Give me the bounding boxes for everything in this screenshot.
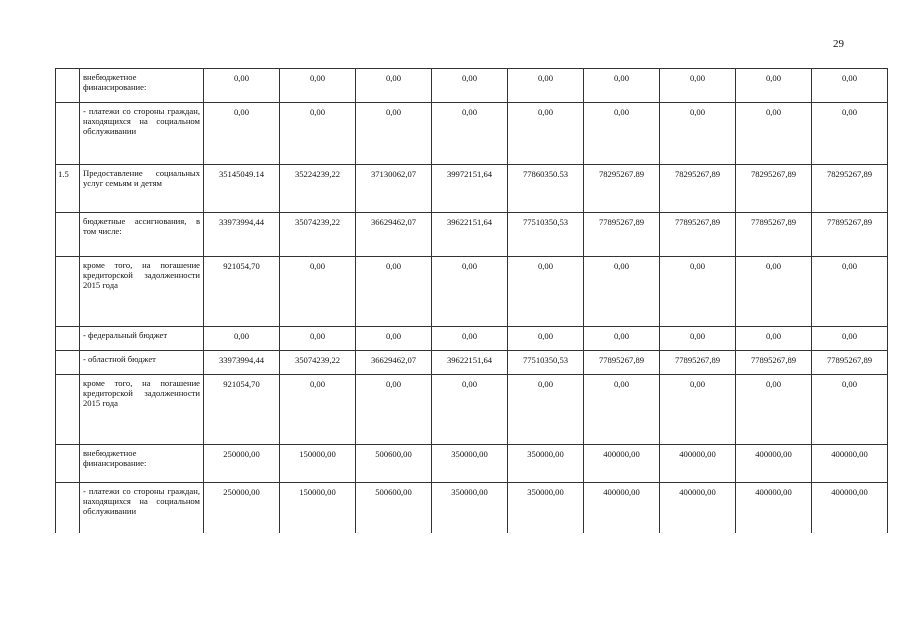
value-cell: 0,00 [812,257,888,327]
value-cell: 400000,00 [736,445,812,483]
table-row [56,69,888,103]
value-cell: 0,00 [736,257,812,327]
value-cell: 0,00 [584,69,660,103]
value-cell: 0,00 [812,103,888,165]
table-row [56,213,888,257]
value-cell: 400000,00 [584,483,660,533]
value-cell: 36629462,07 [356,213,432,257]
value-cell: 33973994,44 [204,213,280,257]
row-label-cell: бюджетные ассигнования, в том числе: [80,213,204,257]
value-cell: 350000,00 [432,445,508,483]
value-cell: 150000,00 [280,483,356,533]
value-cell: 0,00 [280,69,356,103]
row-index-cell [56,257,80,327]
row-label-cell: внебюджетное финансирование: [80,69,204,103]
row-label-cell: - федеральный бюджет [80,327,204,351]
value-cell: 500600,00 [356,483,432,533]
value-cell: 400000,00 [660,445,736,483]
value-cell: 0,00 [280,327,356,351]
value-cell: 921054,70 [204,257,280,327]
table-row [56,327,888,351]
table-row [56,165,888,213]
value-cell: 77895267,89 [812,351,888,375]
row-label-cell: Предоставление социальных услуг семьям и детям [80,165,204,213]
value-cell: 350000,00 [432,483,508,533]
value-cell: 0,00 [356,257,432,327]
value-cell: 400000,00 [584,445,660,483]
row-index-cell [56,375,80,445]
value-cell: 33973994,44 [204,351,280,375]
row-label-cell: - областной бюджет [80,351,204,375]
value-cell: 0,00 [736,69,812,103]
value-cell: 0,00 [736,103,812,165]
value-cell: 150000,00 [280,445,356,483]
value-cell: 35074239,22 [280,351,356,375]
row-index-cell [56,351,80,375]
value-cell: 0,00 [356,69,432,103]
table-row [56,375,888,445]
row-index-cell [56,327,80,351]
value-cell: 39622151,64 [432,351,508,375]
value-cell: 0,00 [660,375,736,445]
table-row [56,257,888,327]
row-index-cell [56,213,80,257]
value-cell: 0,00 [204,327,280,351]
value-cell: 0,00 [584,375,660,445]
value-cell: 78295267,89 [736,165,812,213]
value-cell: 0,00 [356,103,432,165]
value-cell: 250000,00 [204,483,280,533]
value-cell: 77895267,89 [584,351,660,375]
value-cell: 39622151,64 [432,213,508,257]
value-cell: 35145049.14 [204,165,280,213]
value-cell: 350000,00 [508,445,584,483]
value-cell: 0,00 [508,69,584,103]
value-cell: 921054,70 [204,375,280,445]
value-cell: 0,00 [508,257,584,327]
table-row [56,483,888,533]
value-cell: 400000,00 [660,483,736,533]
row-label-cell: кроме того, на погашение кредиторской задолженности 2015 года [80,257,204,327]
value-cell: 0,00 [432,375,508,445]
value-cell: 0,00 [204,103,280,165]
value-cell: 0,00 [280,103,356,165]
page-number: 29 [833,38,844,50]
row-index-cell [56,69,80,103]
value-cell: 0,00 [736,375,812,445]
value-cell: 0,00 [280,257,356,327]
value-cell: 400000,00 [812,483,888,533]
value-cell: 35224239,22 [280,165,356,213]
value-cell: 0,00 [508,103,584,165]
value-cell: 35074239,22 [280,213,356,257]
value-cell: 78295267,89 [812,165,888,213]
value-cell: 0,00 [660,69,736,103]
value-cell: 0,00 [584,257,660,327]
row-label-cell: - платежи со стороны граждан, находящихся на социальном обслуживании [80,103,204,165]
value-cell: 77895267,89 [584,213,660,257]
value-cell: 0,00 [280,375,356,445]
value-cell: 400000,00 [812,445,888,483]
row-index-cell: 1.5 [56,165,80,213]
value-cell: 78295267.89 [584,165,660,213]
value-cell: 0,00 [584,327,660,351]
value-cell: 0,00 [508,327,584,351]
value-cell: 0,00 [660,257,736,327]
table-row [56,445,888,483]
value-cell: 77860350.53 [508,165,584,213]
value-cell: 77895267,89 [660,351,736,375]
table-row [56,103,888,165]
value-cell: 37130062,07 [356,165,432,213]
value-cell: 0,00 [432,69,508,103]
value-cell: 77895267,89 [812,213,888,257]
value-cell: 77510350,53 [508,351,584,375]
value-cell: 36629462,07 [356,351,432,375]
value-cell: 0,00 [356,327,432,351]
value-cell: 0,00 [584,103,660,165]
budget-table [55,68,888,533]
value-cell: 0,00 [432,257,508,327]
row-label-cell: внебюджетное финансирование: [80,445,204,483]
row-index-cell [56,445,80,483]
value-cell: 0,00 [812,327,888,351]
value-cell: 77895267,89 [736,213,812,257]
value-cell: 77895267,89 [736,351,812,375]
value-cell: 77510350,53 [508,213,584,257]
value-cell: 0,00 [660,103,736,165]
value-cell: 250000,00 [204,445,280,483]
value-cell: 0,00 [660,327,736,351]
table-row [56,351,888,375]
value-cell: 77895267,89 [660,213,736,257]
value-cell: 0,00 [812,375,888,445]
value-cell: 0,00 [812,69,888,103]
value-cell: 0,00 [356,375,432,445]
value-cell: 350000,00 [508,483,584,533]
value-cell: 0,00 [204,69,280,103]
value-cell: 500600,00 [356,445,432,483]
value-cell: 400000,00 [736,483,812,533]
row-label-cell: кроме того, на погашение кредиторской задолженности 2015 года [80,375,204,445]
row-label-cell: - платежи со стороны граждан, находящихся на социальном обслуживании [80,483,204,533]
value-cell: 78295267,89 [660,165,736,213]
value-cell: 39972151,64 [432,165,508,213]
row-index-cell [56,483,80,533]
value-cell: 0,00 [736,327,812,351]
value-cell: 0,00 [508,375,584,445]
value-cell: 0,00 [432,103,508,165]
value-cell: 0,00 [432,327,508,351]
row-index-cell [56,103,80,165]
